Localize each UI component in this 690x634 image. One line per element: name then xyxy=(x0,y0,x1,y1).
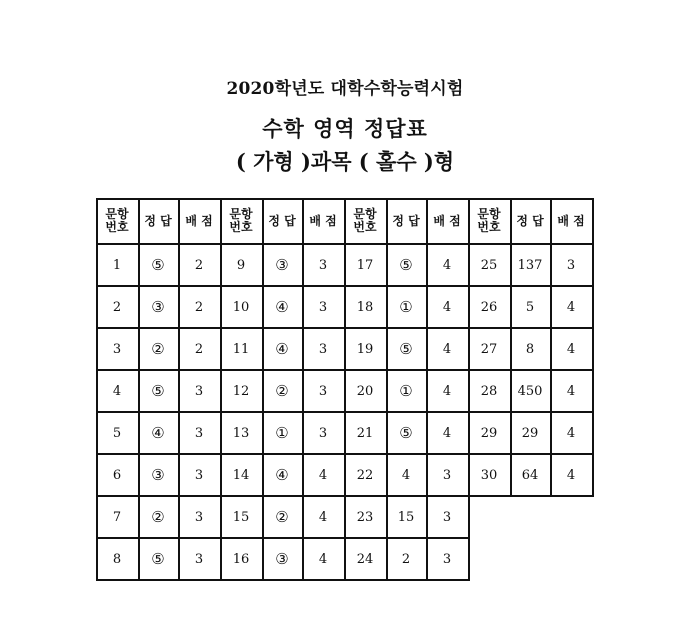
answer-value: ② xyxy=(151,340,165,358)
question-number: 12 xyxy=(232,383,250,399)
table-rule xyxy=(96,198,222,200)
score-value: 2 xyxy=(194,341,204,357)
table-rule xyxy=(592,198,594,496)
score-value: 3 xyxy=(318,299,328,315)
table-rule xyxy=(220,579,346,581)
answer-value: ② xyxy=(275,508,289,526)
table-rule xyxy=(344,285,470,287)
question-number: 6 xyxy=(112,467,122,483)
answer-value: ③ xyxy=(151,466,165,484)
table-rule xyxy=(96,285,222,287)
header-question-number-line1: 문항 xyxy=(353,207,377,221)
header-question-number xyxy=(468,198,510,244)
table-rule xyxy=(96,579,222,581)
table-rule xyxy=(468,453,594,455)
table-rule xyxy=(220,198,222,580)
question-number: 2 xyxy=(112,299,122,315)
answer-value: ⑤ xyxy=(151,256,165,274)
table-rule xyxy=(468,327,594,329)
question-number: 5 xyxy=(112,425,122,441)
header-answer: 정 답 xyxy=(392,213,420,228)
header-question-number xyxy=(344,198,386,244)
question-number: 17 xyxy=(356,257,374,273)
table-rule xyxy=(344,369,470,371)
score-value: 3 xyxy=(318,383,328,399)
table-rule xyxy=(220,369,346,371)
score-value: 3 xyxy=(318,257,328,273)
answer-value: 5 xyxy=(525,299,535,315)
answer-value: 4 xyxy=(401,467,411,483)
answer-value: ③ xyxy=(151,298,165,316)
table-rule xyxy=(220,327,346,329)
answer-value: ② xyxy=(151,508,165,526)
question-number: 22 xyxy=(356,467,374,483)
score-value: 4 xyxy=(566,383,576,399)
question-number: 11 xyxy=(232,341,250,357)
question-number: 21 xyxy=(356,425,374,441)
header-question-number-line1: 문항 xyxy=(477,207,501,221)
question-number: 20 xyxy=(356,383,374,399)
table-rule xyxy=(344,453,470,455)
score-value: 4 xyxy=(566,467,576,483)
table-rule xyxy=(96,537,222,539)
answer-value: ② xyxy=(275,382,289,400)
score-value: 3 xyxy=(566,257,576,273)
answer-value: ⑤ xyxy=(151,382,165,400)
question-number: 16 xyxy=(232,551,250,567)
score-value: 4 xyxy=(318,551,328,567)
table-rule xyxy=(96,243,222,245)
score-value: 4 xyxy=(442,299,452,315)
answer-value: 64 xyxy=(521,467,539,483)
answer-table xyxy=(96,198,591,576)
question-number: 26 xyxy=(480,299,498,315)
header-score: 배 점 xyxy=(433,213,461,228)
header-score: 배 점 xyxy=(185,213,213,228)
answer-value: ① xyxy=(275,424,289,442)
question-number: 9 xyxy=(236,257,246,273)
question-number: 24 xyxy=(356,551,374,567)
table-rule xyxy=(220,243,346,245)
score-value: 4 xyxy=(442,425,452,441)
table-rule xyxy=(220,453,346,455)
header-question-number xyxy=(220,198,262,244)
table-rule xyxy=(344,243,470,245)
table-rule xyxy=(220,537,346,539)
score-value: 4 xyxy=(566,341,576,357)
answer-value: ⑤ xyxy=(399,424,413,442)
table-rule xyxy=(550,198,552,496)
answer-value: ⑤ xyxy=(399,256,413,274)
table-rule xyxy=(220,198,346,200)
question-number: 7 xyxy=(112,509,122,525)
answer-value: ① xyxy=(399,298,413,316)
table-rule xyxy=(96,198,98,580)
question-number: 19 xyxy=(356,341,374,357)
question-number: 15 xyxy=(232,509,250,525)
table-rule xyxy=(262,198,264,580)
table-rule xyxy=(344,411,470,413)
question-number: 10 xyxy=(232,299,250,315)
score-value: 2 xyxy=(194,299,204,315)
subject-type-line: ( 가형 )과목 ( 홀수 )형 xyxy=(235,149,455,174)
table-rule xyxy=(426,198,428,580)
answer-value: 15 xyxy=(397,509,415,525)
header-question-number-line2: 번호 xyxy=(353,220,377,234)
table-rule xyxy=(468,495,594,497)
table-rule xyxy=(468,198,594,200)
score-value: 4 xyxy=(566,299,576,315)
score-value: 4 xyxy=(442,383,452,399)
header-question-number xyxy=(96,198,138,244)
table-rule xyxy=(302,198,304,580)
answer-value: 137 xyxy=(517,257,543,273)
answer-value: 29 xyxy=(521,425,539,441)
header-question-number-line2: 번호 xyxy=(229,220,253,234)
answer-value: ③ xyxy=(275,256,289,274)
score-value: 3 xyxy=(442,509,452,525)
answer-value: ① xyxy=(399,382,413,400)
answer-value: ④ xyxy=(275,340,289,358)
header-question-number-line2: 번호 xyxy=(477,220,501,234)
table-rule xyxy=(344,495,470,497)
table-rule xyxy=(468,243,594,245)
answer-value: ④ xyxy=(275,466,289,484)
table-rule xyxy=(96,495,222,497)
question-number: 29 xyxy=(480,425,498,441)
score-value: 3 xyxy=(194,467,204,483)
table-rule xyxy=(468,285,594,287)
question-number: 13 xyxy=(232,425,250,441)
header-question-number-line1: 문항 xyxy=(229,207,253,221)
answer-value: 2 xyxy=(401,551,411,567)
table-rule xyxy=(220,411,346,413)
question-number: 25 xyxy=(480,257,498,273)
table-rule xyxy=(468,369,594,371)
table-rule xyxy=(96,411,222,413)
score-value: 2 xyxy=(194,257,204,273)
header-answer: 정 답 xyxy=(516,213,544,228)
table-rule xyxy=(220,495,346,497)
table-rule xyxy=(96,327,222,329)
header-score: 배 점 xyxy=(309,213,337,228)
table-rule xyxy=(138,198,140,580)
question-number: 27 xyxy=(480,341,498,357)
score-value: 3 xyxy=(194,551,204,567)
question-number: 3 xyxy=(112,341,122,357)
question-number: 14 xyxy=(232,467,250,483)
table-rule xyxy=(468,198,470,496)
table-rule xyxy=(510,198,512,496)
table-rule xyxy=(344,198,346,580)
table-rule xyxy=(344,537,470,539)
answer-value: 450 xyxy=(517,383,543,399)
answer-value: ⑤ xyxy=(151,550,165,568)
table-rule xyxy=(96,453,222,455)
table-rule xyxy=(96,369,222,371)
score-value: 3 xyxy=(318,425,328,441)
question-number: 4 xyxy=(112,383,122,399)
score-value: 3 xyxy=(318,341,328,357)
score-value: 4 xyxy=(442,257,452,273)
question-number: 1 xyxy=(112,257,122,273)
score-value: 3 xyxy=(194,425,204,441)
table-rule xyxy=(344,327,470,329)
header-score: 배 점 xyxy=(557,213,585,228)
question-number: 23 xyxy=(356,509,374,525)
answer-value: 8 xyxy=(525,341,535,357)
table-rule xyxy=(386,198,388,580)
table-rule xyxy=(344,579,470,581)
answer-sheet-title: 수학 영역 정답표 xyxy=(262,116,428,141)
score-value: 4 xyxy=(442,341,452,357)
question-number: 8 xyxy=(112,551,122,567)
table-rule xyxy=(344,198,470,200)
answer-value: ④ xyxy=(151,424,165,442)
table-rule xyxy=(220,285,346,287)
header-answer: 정 답 xyxy=(268,213,296,228)
question-number: 28 xyxy=(480,383,498,399)
score-value: 4 xyxy=(318,467,328,483)
exam-title: 2020학년도 대학수학능력시험 xyxy=(226,79,464,99)
table-rule xyxy=(178,198,180,580)
score-value: 3 xyxy=(194,383,204,399)
table-rule xyxy=(468,411,594,413)
answer-value: ③ xyxy=(275,550,289,568)
score-value: 3 xyxy=(194,509,204,525)
answer-value: ⑤ xyxy=(399,340,413,358)
question-number: 18 xyxy=(356,299,374,315)
answer-value: ④ xyxy=(275,298,289,316)
header-answer: 정 답 xyxy=(144,213,172,228)
score-value: 3 xyxy=(442,551,452,567)
score-value: 4 xyxy=(318,509,328,525)
score-value: 3 xyxy=(442,467,452,483)
question-number: 30 xyxy=(480,467,498,483)
score-value: 4 xyxy=(566,425,576,441)
header-question-number-line1: 문항 xyxy=(105,207,129,221)
header-question-number-line2: 번호 xyxy=(105,220,129,234)
